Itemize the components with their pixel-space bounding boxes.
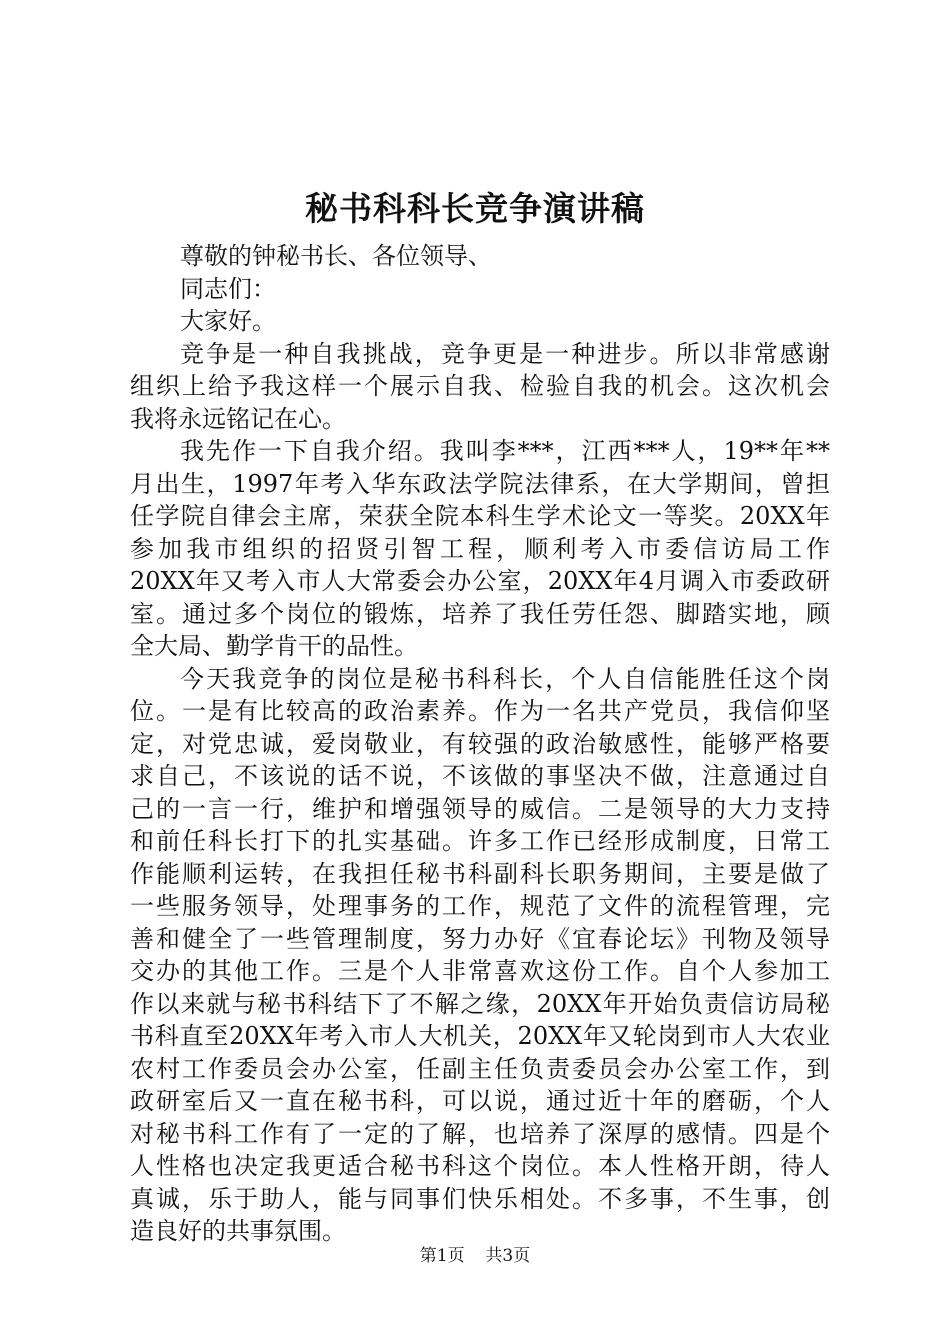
text-line: 一些服务领导，处理事务的工作，规范了文件的流程管理，完 [130, 892, 830, 920]
text-line: 造良好的共事氛围。 [130, 1217, 346, 1245]
text-line: 对秘书科工作有了一定的了解，也培养了深厚的感情。四是个 [130, 1119, 830, 1148]
text-line: 和前任科长打下的扎实基础。许多工作已经形成制度，日常工 [130, 827, 830, 855]
text-line: 求自己，不该说的话不说，不该做的事坚决不做，注意通过自 [130, 762, 830, 790]
text-line: 大家好。 [180, 307, 276, 335]
text-line: 政研室后又一直在秘书科，可以说，通过近十年的磨砺，个人 [130, 1087, 830, 1115]
text-line: 组织上给予我这样一个展示自我、检验自我的机会。这次机会 [130, 372, 830, 400]
text-line: 真诚，乐于助人，能与同事们快乐相处。不多事，不生事，创 [130, 1184, 830, 1213]
page-number-total: 共3页 [485, 1246, 531, 1266]
text-line: 我先作一下自我介绍。我叫李***，江西***人，19**年** [180, 437, 830, 465]
text-line: 书科直至20XX年考入市人大机关，20XX年又轮岗到市人大农业 [130, 1022, 830, 1050]
document-title: 秘书科科长竞争演讲稿 [305, 189, 645, 228]
text-line: 尊敬的钟秘书长、各位领导、 [180, 242, 492, 270]
text-line: 任学院自律会主席，荣获全院本科生学术论文一等奖。20XX年 [130, 502, 830, 530]
text-line: 全大局、勤学肯干的品性。 [130, 632, 418, 660]
text-line: 今天我竞争的岗位是秘书科科长，个人自信能胜任这个岗 [180, 664, 830, 693]
text-line: 参加我市组织的招贤引智工程，顺利考入市委信访局工作 [130, 534, 830, 563]
text-line: 20XX年又考入市人大常委会办公室，20XX年4月调入市委政研 [130, 567, 830, 595]
text-line: 我将永远铭记在心。 [130, 404, 346, 433]
text-line: 竞争是一种自我挑战，竞争更是一种进步。所以非常感谢 [180, 339, 830, 368]
text-line: 同志们： [180, 274, 276, 303]
text-line: 交办的其他工作。三是个人非常喜欢这份工作。自个人参加工 [130, 957, 830, 985]
text-line: 作以来就与秘书科结下了不解之缘，20XX年开始负责信访局秘 [130, 989, 830, 1018]
text-line: 定，对党忠诚，爱岗敬业，有较强的政治敏感性，能够严格要 [130, 729, 830, 758]
text-line: 善和健全了一些管理制度，努力办好《宜春论坛》刊物及领导 [130, 924, 830, 953]
document-body [130, 240, 830, 1248]
text-line: 人性格也决定我更适合秘书科这个岗位。本人性格开朗，待人 [130, 1152, 830, 1180]
text-line: 己的一言一行，维护和增强领导的威信。二是领导的大力支持 [130, 794, 830, 823]
text-line: 位。一是有比较高的政治素养。作为一名共产党员，我信仰坚 [130, 697, 830, 725]
page-footer [0, 1244, 950, 1268]
text-line: 作能顺利运转，在我担任秘书科副科长职务期间，主要是做了 [130, 859, 830, 888]
page-number-current: 第1页 [419, 1246, 465, 1266]
text-line: 室。通过多个岗位的锻炼，培养了我任劳任怨、脚踏实地，顾 [130, 599, 830, 628]
text-line: 农村工作委员会办公室，任副主任负责委员会办公室工作，到 [130, 1054, 830, 1083]
text-line: 月出生，1997年考入华东政法学院法律系，在大学期间，曾担 [130, 469, 830, 498]
